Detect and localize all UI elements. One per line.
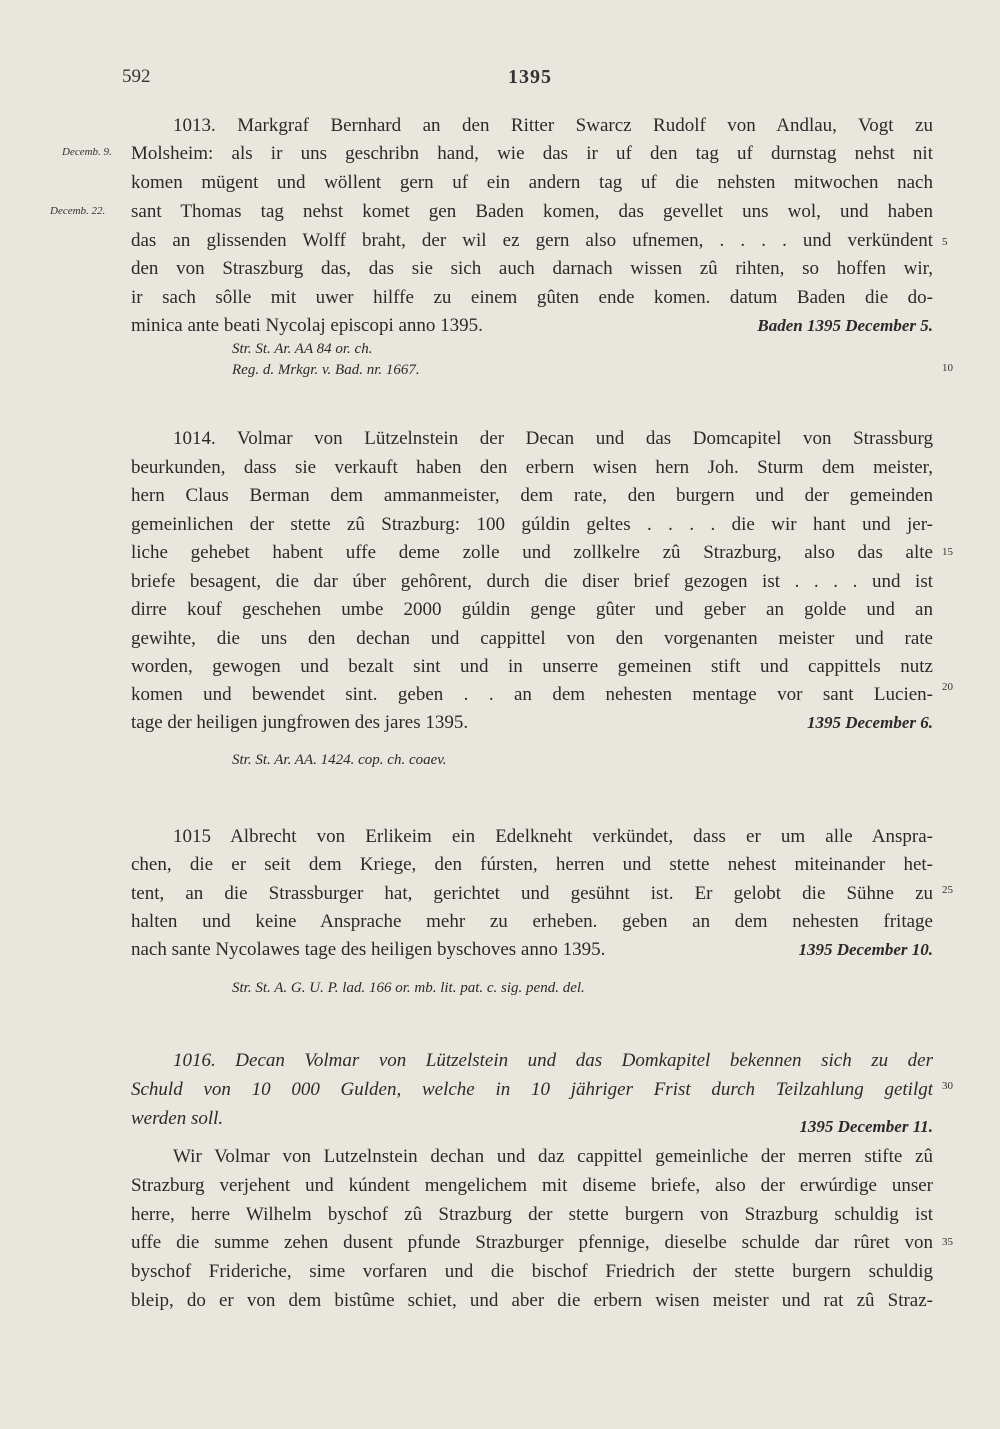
entry-line: das an glissenden Wolff braht, der wil ez gern also ufnemen, . . . . und verkündent (131, 230, 933, 251)
body-line: Strazburg verjehent und kúndent mengelichem mit diseme briefe, also der erwúrdige unser (131, 1175, 933, 1196)
entry-line: den von Straszburg das, das sie sich auch darnach wissen zû rihten, so hoffen wir, (131, 258, 933, 279)
entry-line: 1016. Decan Volmar von Lützelstein und das Domkapitel bekennen sich zu der (173, 1050, 933, 1071)
entry-line: gemeinlichen der stette zû Strazburg: 100 gúldin geltes . . . . die wir hant und jer- (131, 514, 933, 535)
entry-date: 1395 December 11. (799, 1117, 933, 1134)
entry-line: komen mügent und wöllent gern uf ein andern tag uf die nehsten mitwochen nach (131, 172, 933, 193)
entry-line: hern Claus Berman dem ammanmeister, dem rate, den burgern und der gemeinden (131, 485, 933, 506)
entry-line: komen und bewendet sint. geben . . an dem nehesten mentage vor sant Lucien- (131, 684, 933, 705)
line-number: 15 (942, 546, 953, 558)
entry-line-last (131, 935, 933, 965)
entry-line: liche gehebet habent uffe deme zolle und zollkelre zû Strazburg, also das alte (131, 542, 933, 563)
entry-line: 1013. Markgraf Bernhard an den Ritter Swarcz Rudolf von Andlau, Vogt zu (173, 115, 933, 136)
body-line: bleip, do er von dem bistûme schiet, und aber die erbern wisen meister und rat zû Straz- (131, 1290, 933, 1311)
running-head-year: 1395 (508, 66, 552, 88)
entry-line: ir sach sôlle mit uwer hilffe zu einem gûten ende komen. datum Baden die do- (131, 287, 933, 308)
entry-line: worden, gewogen und bezalt sint und in unserre gemeinen stift und cappittels nutz (131, 656, 933, 677)
entry-line: dirre kouf geschehen umbe 2000 gúldin genge gûter und geber an golde und an (131, 599, 933, 620)
entry-line-text: werden soll. (131, 1108, 224, 1129)
entry-line: Molsheim: als ir uns geschribn hand, wie das ir uf den tag uf durnstag nehst nit (131, 143, 933, 164)
entry-line: 1015 Albrecht von Erlikeim ein Edelkneht verkündet, dass er um alle Anspra- (173, 826, 933, 847)
entry-line: Schuld von 10 000 Gulden, welche in 10 jähriger Frist durch Teilzahlung getilgt (131, 1079, 933, 1100)
entry-line: gewihte, die uns den dechan und cappittel von den vorgenanten meister und rate (131, 628, 933, 649)
entry-date: 1395 December 6. (806, 713, 933, 732)
entry-line-last (131, 311, 933, 341)
entry-line-last (131, 708, 933, 738)
entry-line: 1014. Volmar von Lützelnstein der Decan und das Domcapitel von Strassburg (173, 428, 933, 449)
body-line: Wir Volmar von Lutzelnstein dechan und daz cappittel gemeinliche der merren stifte zû (173, 1146, 933, 1167)
source-citation: Reg. d. Mrkgr. v. Bad. nr. 1667. (232, 362, 420, 378)
entry-line: tent, an die Strassburger hat, gerichtet und gesühnt ist. Er gelobt die Sühne zu (131, 883, 933, 904)
line-number: 35 (942, 1236, 953, 1248)
line-number: 5 (942, 236, 948, 248)
line-number: 10 (942, 362, 953, 374)
entry-date: 1395 December 10. (798, 940, 933, 959)
body-line: byschof Frideriche, sime vorfaren und die bischof Friedrich der stette burgern schuldig (131, 1261, 933, 1282)
entry-date: Baden 1395 December 5. (757, 316, 933, 335)
margin-note-decemb-9: Decemb. 9. (62, 146, 112, 158)
line-number: 20 (942, 681, 953, 693)
source-citation: Str. St. Ar. AA 84 or. ch. (232, 341, 373, 357)
entry-line-text: tage der heiligen jungfrowen des jares 1395. (131, 712, 469, 733)
entry-line: chen, die er seit dem Kriege, den fúrsten, herren und stette nehest miteinander het- (131, 854, 933, 875)
source-citation: Str. St. A. G. U. P. lad. 166 or. mb. lit. pat. c. sig. pend. del. (232, 980, 585, 996)
line-number: 30 (942, 1080, 953, 1092)
source-citation: Str. St. Ar. AA. 1424. cop. ch. coaev. (232, 752, 447, 768)
entry-line: halten und keine Ansprache mehr zu erheben. geben an dem nehesten fritage (131, 911, 933, 932)
entry-line: briefe besagent, die dar úber gehôrent, durch die diser brief gezogen ist . . . . und ist (131, 571, 933, 592)
page-number: 592 (122, 66, 151, 87)
entry-line-last (131, 1104, 933, 1134)
line-number: 25 (942, 884, 953, 896)
body-line: uffe die summe zehen dusent pfunde Strazburger pfennige, dieselbe schulde dar rûret von (131, 1232, 933, 1253)
entry-line: sant Thomas tag nehst komet gen Baden komen, das gevellet uns wol, und haben (131, 201, 933, 222)
margin-note-decemb-22: Decemb. 22. (50, 205, 106, 217)
entry-line: beurkunden, dass sie verkauft haben den erbern wisen hern Joh. Sturm dem meister, (131, 457, 933, 478)
entry-line-text: minica ante beati Nycolaj episcopi anno 1395. (131, 315, 483, 336)
entry-line-text: nach sante Nycolawes tage des heiligen byschoves anno 1395. (131, 939, 606, 960)
body-line: herre, herre Wilhelm byschof zû Strazburg der stette burgern von Strazburg schuldig ist (131, 1204, 933, 1225)
